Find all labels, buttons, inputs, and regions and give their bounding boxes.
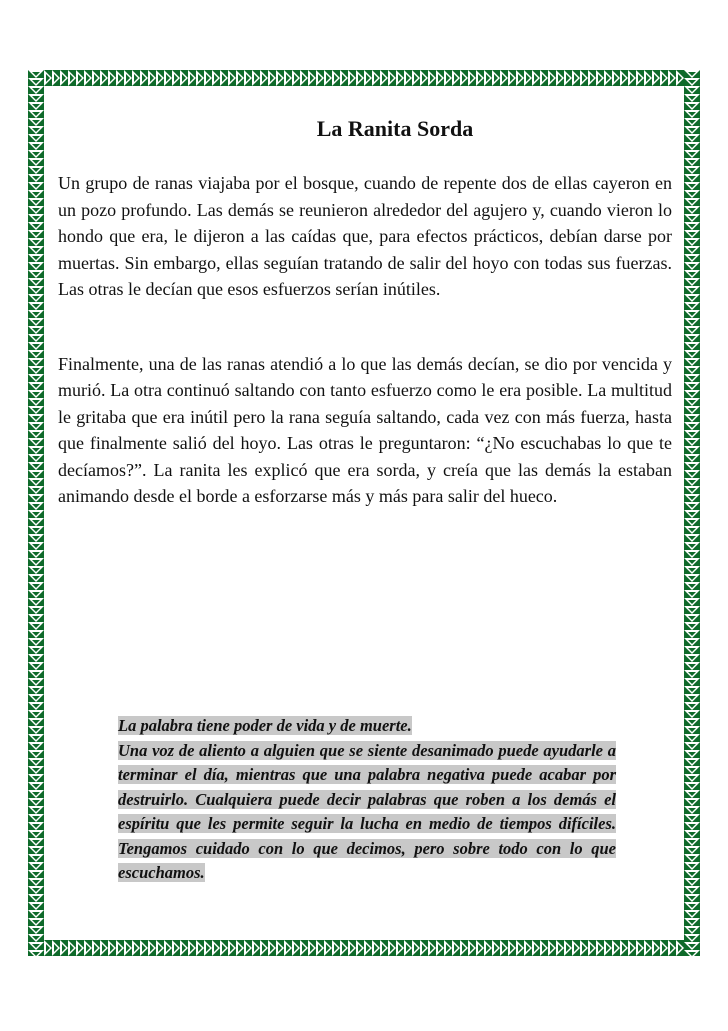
document-body: [58, 112, 672, 510]
page-title: La Ranita Sorda: [316, 116, 474, 141]
decorative-border-top: [28, 70, 700, 86]
decorative-border-right: [684, 70, 700, 956]
decorative-border-left: [28, 70, 44, 956]
paragraph-1: Un grupo de ranas viajaba por el bosque, cuando de repente dos de ellas cayeron en un pozo profundo. Las demás se reunieron alrededor del agujero y, cuando vieron lo hondo que era, le dijeron a las caídas que, para efectos prácticos, debían darse por muertas. Sin embargo, ellas seguían tratando de salir del hoyo con todas sus fuerzas. Las otras le decían que esos esfuerzos serían inútiles.: [58, 173, 672, 299]
moral-quote: [118, 714, 616, 886]
moral-line-1: La palabra tiene poder de vida y de muerte.: [118, 716, 412, 735]
decorative-border-bottom: [28, 940, 700, 956]
moral-body: Una voz de aliento a alguien que se siente desanimado puede ayudarle a terminar el día, mientras que una palabra negativa puede acabar por destruirlo. Cualquiera puede decir palabras que roben a los demás el espíritu que les permite seguir la lucha en medio de tiempos difíciles. Tengamos cuidado con lo que decimos, pero sobre todo con lo que escuchamos.: [118, 740, 616, 882]
paragraph-2: Finalmente, una de las ranas atendió a lo que las demás decían, se dio por vencida y murió. La otra continuó saltando con tanto esfuerzo como le era posible. La multitud le gritaba que era inútil pero la rana seguía saltando, cada vez con más fuerza, hasta que finalmente salió del hoyo. Las otras le preguntaron: “¿No escuchabas lo que te decíamos?”. La ranita les explicó que era sorda, y creía que las demás la estaban animando desde el borde a esforzarse más y más para salir del hueco.: [58, 353, 672, 506]
